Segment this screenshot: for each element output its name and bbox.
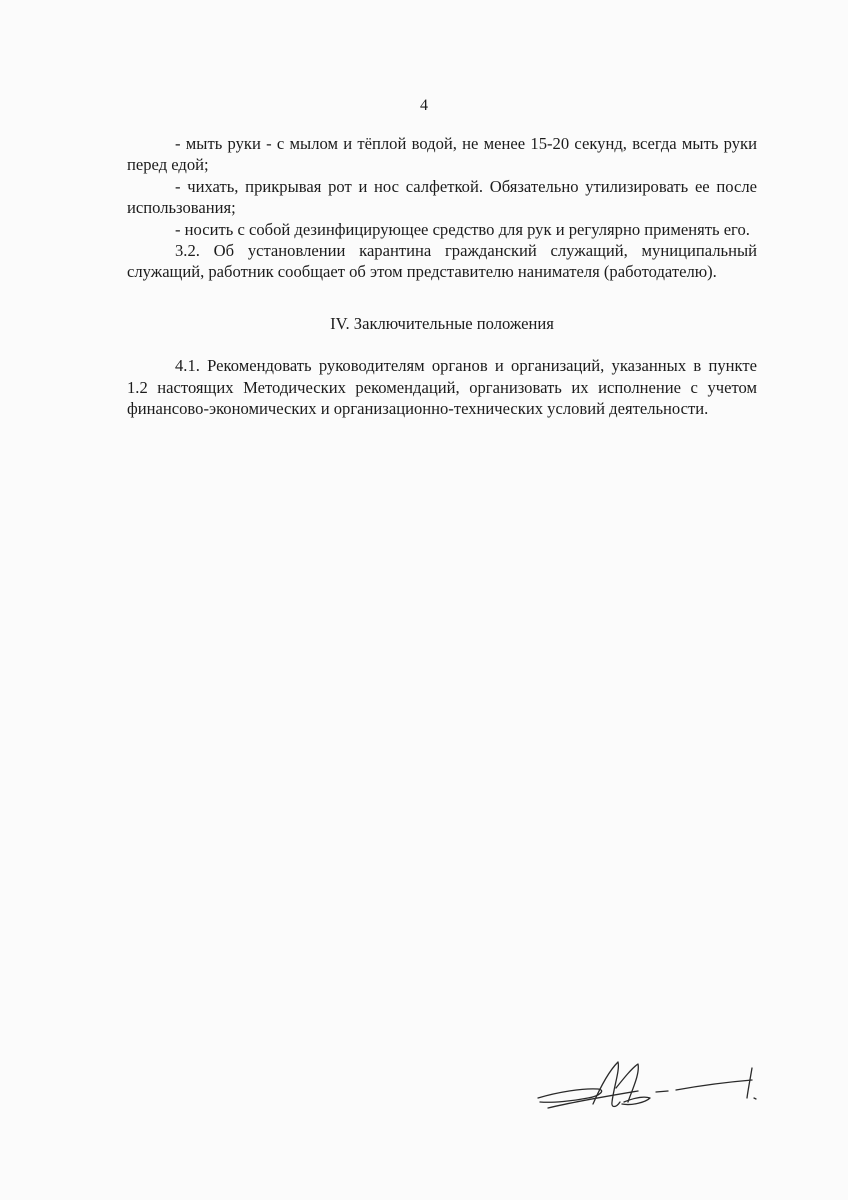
paragraph-sneeze: - чихать, прикрывая рот и нос салфеткой. Обязательно утилизировать ее после использования; <box>127 176 757 218</box>
paragraph-3-2-quarantine: 3.2. Об установлении карантина гражданский служащий, муниципальный служащий, работник сообщает об этом представителю нанимателя (работодателю). <box>127 241 757 282</box>
handwritten-signature-icon <box>528 1058 768 1118</box>
paragraph-wash-hands: - мыть руки - с мылом и тёплой водой, не менее 15-20 секунд, всегда мыть руки перед едой; <box>127 134 757 175</box>
paragraph-sanitizer: - носить с собой дезинфицирующее средство для рук и регулярно применять его. <box>175 219 750 239</box>
paragraph-4-1-recommendation: 4.1. Рекомендовать руководителям органов и организаций, указанных в пункте 1.2 настоящих Методических рекомендаций, организовать их исполнение с учетом финансово-экономических и организационно-технических условий деятельности. <box>127 356 757 419</box>
section-heading-final-provisions: IV. Заключительные положения <box>330 313 554 333</box>
page-number: 4 <box>420 97 428 114</box>
document-body <box>127 133 757 419</box>
